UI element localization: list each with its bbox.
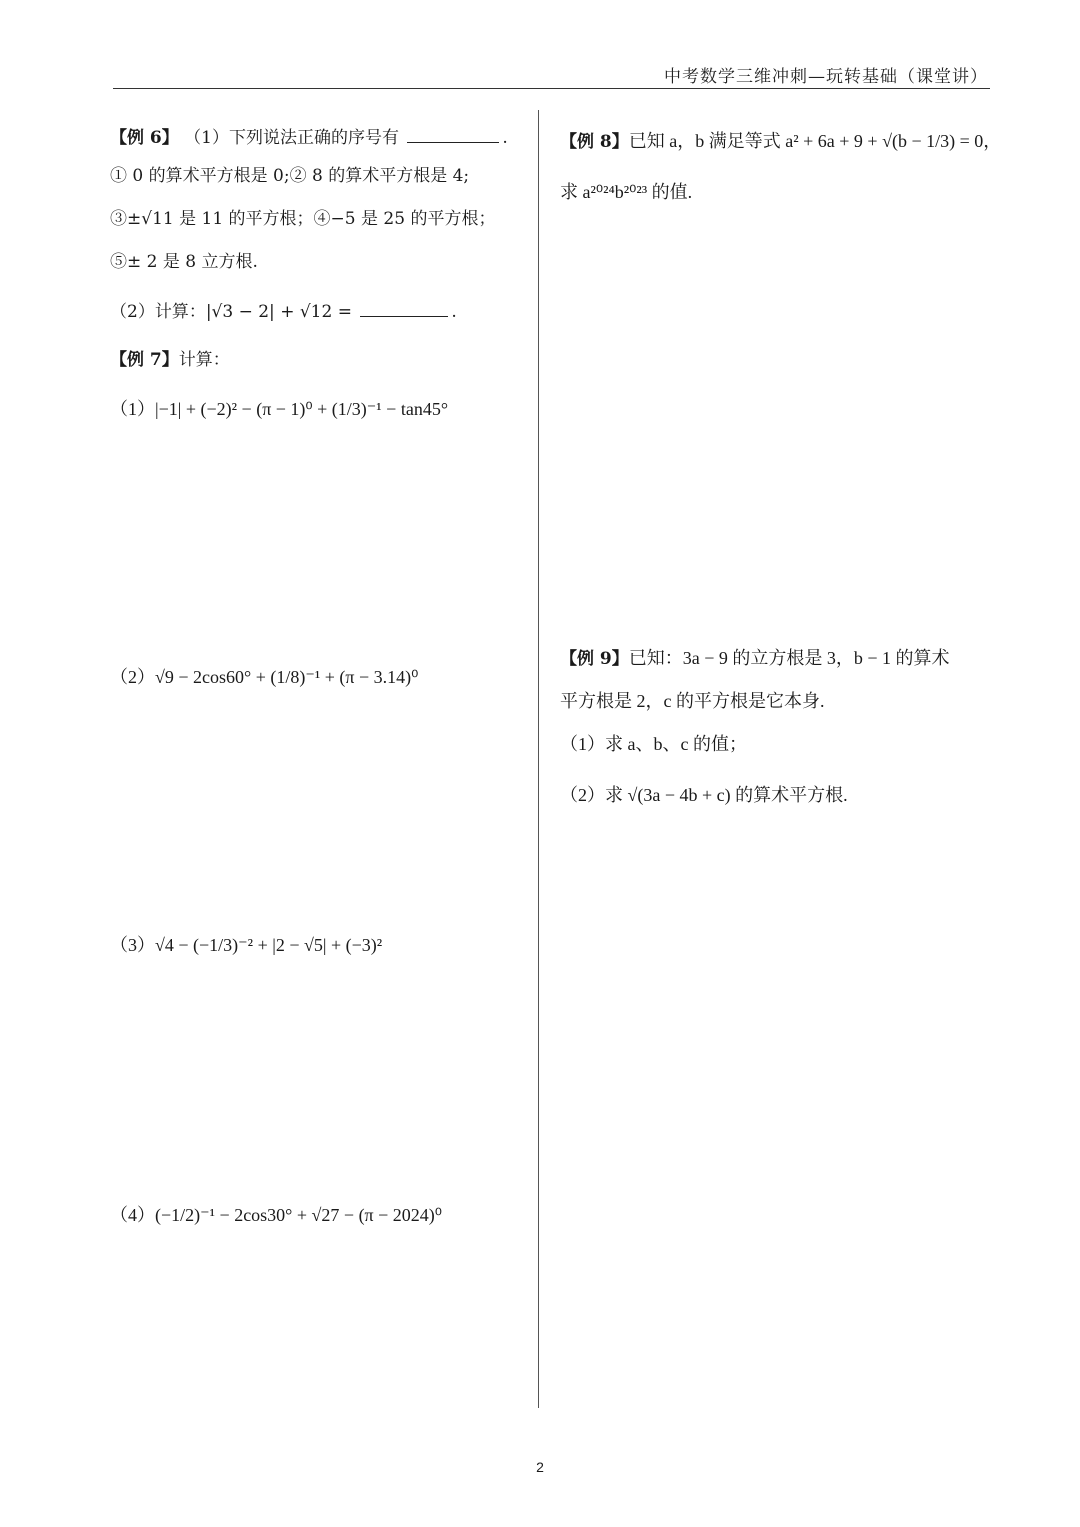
ex6-part2: （2）计算：|√3 − 2| + √12 = — [110, 302, 352, 322]
ex8-label: 【例 8】 — [560, 132, 629, 152]
ex6-statement-5: ⑤± 2 是 8 立方根. — [110, 252, 258, 272]
page-number: 2 — [536, 1459, 544, 1475]
ex6-part1: （1）下列说法正确的序号有 — [184, 128, 399, 148]
ex7-q2: （2）√9 − 2cos60° + (1/8)⁻¹ + (π − 3.14)⁰ — [110, 667, 419, 687]
ex8-line1-row — [560, 132, 1001, 151]
ex8-line2: 求 a²⁰²⁴b²⁰²³ 的值. — [560, 182, 693, 202]
ex6-answer-blank-2 — [360, 302, 448, 317]
ex7-intro: 计算： — [178, 350, 230, 370]
ex7-q4: （4）(−1/2)⁻¹ − 2cos30° + √27 − (π − 2024)⁰ — [110, 1205, 443, 1225]
ex6-statement-3-4: ③±√11 是 11 的平方根；④−5 是 25 的平方根； — [110, 209, 496, 229]
ex6-answer-blank-1 — [407, 128, 499, 143]
ex9-line1-row — [560, 649, 950, 668]
ex6-part2-line: （2）计算：|√3 − 2| + √12 = . — [110, 302, 457, 322]
ex6-title-line — [110, 128, 508, 147]
period: . — [502, 128, 508, 148]
ex6-label: 【例 6】 — [110, 128, 179, 148]
column-divider — [538, 110, 539, 1408]
ex9-q1: （1）求 a、b、c 的值； — [560, 734, 747, 754]
ex9-line2: 平方根是 2，c 的平方根是它本身. — [560, 691, 825, 711]
ex7-q1: （1）|−1| + (−2)² − (π − 1)⁰ + (1/3)⁻¹ − tan45° — [110, 399, 449, 419]
ex8-line1: 已知 a，b 满足等式 a² + 6a + 9 + √(b − 1/3) = 0， — [628, 131, 1002, 151]
header-title: 中考数学三维冲刺—玩转基础（课堂讲） — [664, 67, 988, 87]
ex9-q2: （2）求 √(3a − 4b + c) 的算术平方根. — [560, 785, 848, 805]
ex7-title-line — [110, 352, 230, 369]
ex7-label: 【例 7】 — [110, 350, 179, 370]
ex7-q3: （3）√4 − (−1/3)⁻² + |2 − √5| + (−3)² — [110, 935, 383, 955]
ex9-label: 【例 9】 — [560, 649, 629, 669]
ex9-line1: 已知：3a − 9 的立方根是 3，b − 1 的算术 — [628, 648, 950, 668]
ex6-statement-1-2: ① 0 的算术平方根是 0;② 8 的算术平方根是 4; — [110, 166, 470, 186]
header-rule — [113, 88, 990, 89]
